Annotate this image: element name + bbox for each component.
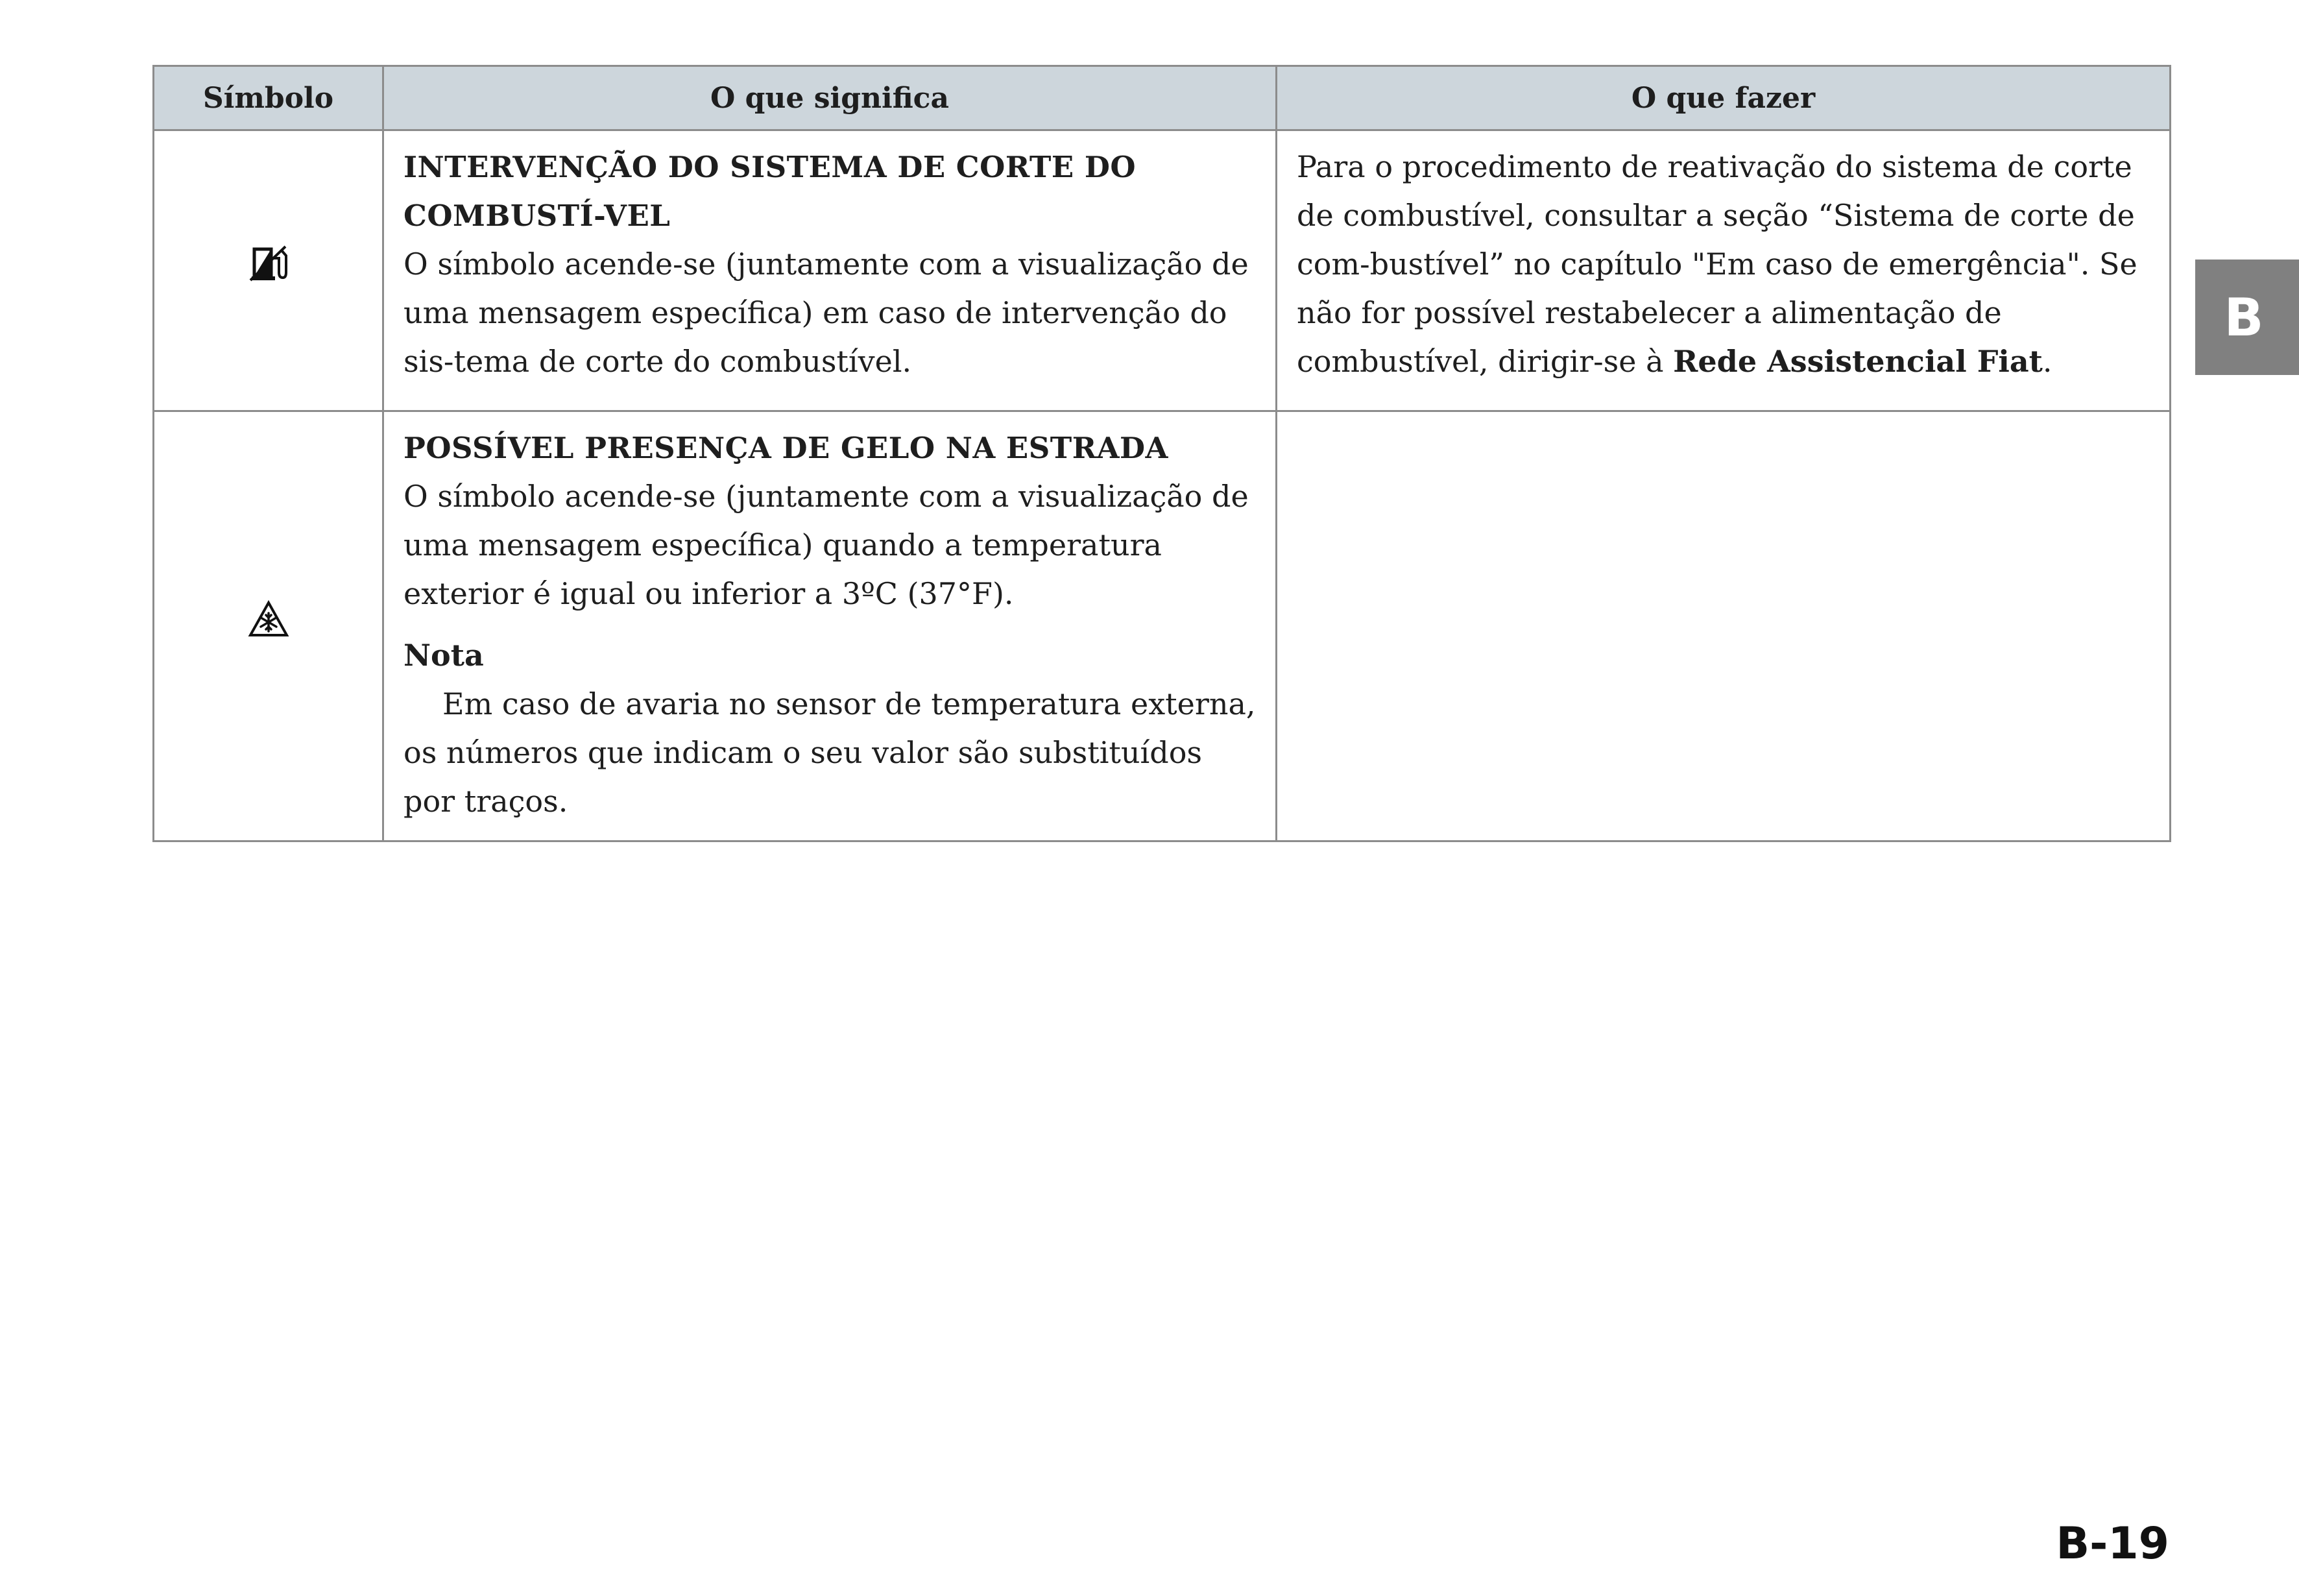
ice-warning-icon [248,600,289,638]
table-header-row [154,66,2171,130]
action-bold-text: Rede Assistencial Fiat [1673,344,2043,379]
header-meaning: O que significa [383,66,1277,130]
page-number: B-19 [2056,1518,2169,1569]
fuel-cutoff-icon [249,245,288,282]
symbol-cell [154,411,383,841]
header-action: O que fazer [1277,66,2171,130]
action-text: Para o procedimento de reativação do sistema de corte de combustível, consultar a seção “Sistema de corte de com-bustível” no capítulo "Em caso de emergência". Se não for possível restabelecer a alimentação de combustível, dirigir-se à [1297,149,2137,379]
row-description: O símbolo acende-se (juntamente com a visualização de uma mensagem específica) em caso de intervenção do sis-tema de corte do combustível. [403,247,1249,379]
header-symbol: Símbolo [154,66,383,130]
warning-symbols-table [152,65,2171,842]
row-title: POSSÍVEL PRESENÇA DE GELO NA ESTRADA [403,431,1168,465]
row-title: INTERVENÇÃO DO SISTEMA DE CORTE DO COMBUSTÍ-VEL [403,150,1137,233]
symbol-cell [154,130,383,411]
meaning-cell [383,411,1277,841]
row-description: O símbolo acende-se (juntamente com a visualização de uma mensagem específica) quando a temperatura exterior é igual ou inferior a 3ºC (37°F). [403,479,1249,611]
note-label: Nota [403,638,484,673]
table-row [154,411,2171,841]
action-cell [1277,411,2171,841]
action-end: . [2042,344,2052,379]
action-cell [1277,130,2171,411]
table-row [154,130,2171,411]
meaning-cell [383,130,1277,411]
section-tab: B [2195,260,2299,375]
note-text: Em caso de avaria no sensor de temperatura externa, os números que indicam o seu valor são substituídos por traços. [403,686,1256,819]
